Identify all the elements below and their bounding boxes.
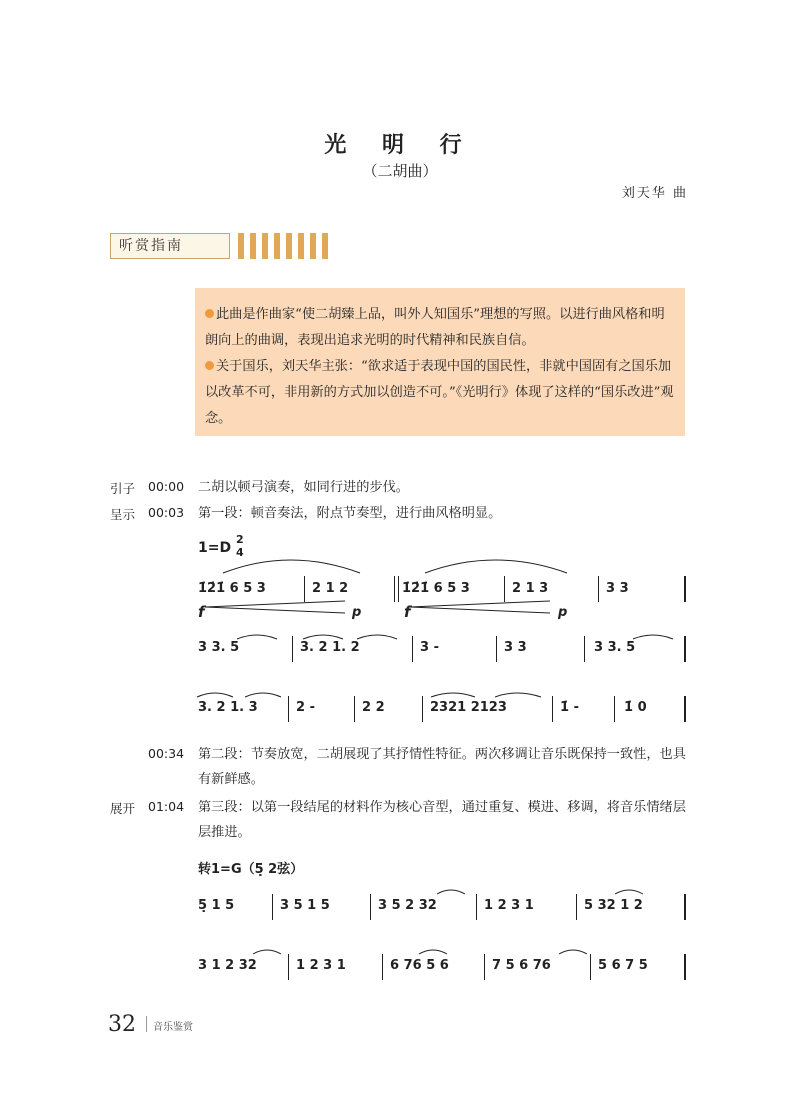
score2-row2-m1: 3 1 2 32	[198, 958, 257, 973]
barline	[422, 696, 423, 722]
page-title: 光 明 行	[324, 132, 476, 158]
section-time-development: 01:04	[148, 799, 185, 814]
score1-row1-m3: 1̇2̇1̇ 6 5 3	[402, 581, 470, 596]
barline	[496, 636, 497, 662]
section-time-intro: 00:00	[148, 479, 185, 494]
barline	[304, 576, 305, 602]
score2-key: 转1=G（5̣ 2弦）	[198, 862, 304, 877]
page-subtitle: （二胡曲）	[362, 162, 438, 180]
score1-row2-m4: 3 3	[504, 640, 527, 655]
score1-row3-m4: 2321 2123	[430, 700, 507, 715]
page-number: 32	[108, 1012, 136, 1037]
score1-row1-m1: 1̇2̇1̇ 6 5 3	[198, 581, 266, 596]
dynamic-forte-2: f	[404, 603, 411, 621]
section-time-exposition: 00:03	[148, 505, 185, 520]
barline	[394, 576, 395, 602]
barline	[476, 894, 477, 920]
barline	[354, 696, 355, 722]
barline	[484, 954, 485, 980]
score2-row1-m4: 1 2 3 1	[484, 898, 534, 913]
barline	[684, 894, 686, 920]
section-desc-development: 第三段：以第一段结尾的材料作为核心音型，通过重复、模进、移调，将音乐情绪层层推进。	[198, 800, 686, 840]
score2-row2-m4: 7 5 6 76	[492, 958, 551, 973]
score2-row1-m5: 5 32 1 2	[584, 898, 643, 913]
section-label-development: 展开	[110, 801, 136, 816]
score2-row2-m3: 6 76 5 6	[390, 958, 449, 973]
score1-row3-m6: 1̇ 0	[624, 700, 647, 715]
barline	[370, 894, 371, 920]
barline	[684, 954, 686, 980]
barline	[412, 636, 413, 662]
listening-guide-box	[195, 288, 685, 436]
barline	[598, 576, 599, 602]
score1-row1-m4: 2 1 3	[512, 581, 549, 596]
guide-bullet-2: 关于国乐，刘天华主张：“欲求适于表现中国的国民性，非就中国固有之国乐加以改革不可，非用新的方式加以创造不可。”《光明行》体现了这样的“国乐改进”观念。	[205, 359, 674, 426]
barline	[288, 954, 289, 980]
score1-row1-m5: 3 3	[606, 581, 629, 596]
dynamic-forte-1: f	[198, 603, 205, 621]
score1-time-bottom: 4	[236, 546, 244, 559]
score1-row3-m5: 1̇ -	[560, 700, 579, 715]
score1-row3-m1: 3. 2 1. 3	[198, 700, 258, 715]
barline	[590, 954, 591, 980]
section-label-intro: 引子	[110, 481, 136, 496]
section-desc-second: 第二段：节奏放宽，二胡展现了其抒情性特征。两次移调让音乐既保持一致性，也具有新鲜感。	[198, 747, 686, 787]
section-label-exposition: 呈示	[110, 507, 136, 522]
score2-row1-m2: 3 5 1 5	[280, 898, 330, 913]
footer-divider	[146, 1016, 147, 1032]
guide-bullet-1: 此曲是作曲家“使二胡臻上品，叫外人知国乐”理想的写照。以进行曲风格和明朗向上的曲调，表现出追求光明的时代精神和民族自信。	[205, 307, 665, 348]
bullet-icon	[205, 309, 214, 318]
score1-row2-m5: 3 3. 5	[594, 640, 636, 655]
score1-key: 1=D	[198, 540, 232, 556]
dynamic-piano-2: p	[558, 605, 568, 620]
score2-row1-m3: 3 5 2 32	[378, 898, 437, 913]
barline	[398, 576, 399, 602]
score2-row1-m1: 5̣ 1 5	[198, 898, 235, 913]
barline	[684, 576, 686, 602]
score1-row3-m2: 2 -	[296, 700, 315, 715]
section-desc-exposition: 第一段：顿音奏法，附点节奏型，进行曲风格明显。	[198, 506, 502, 521]
barline	[504, 576, 505, 602]
barline	[272, 894, 273, 920]
barline	[292, 636, 293, 662]
book-title: 音乐鉴赏	[153, 1022, 193, 1033]
barline	[584, 636, 585, 662]
listening-guide-label: 听赏指南	[110, 233, 230, 259]
bullet-icon	[205, 361, 214, 370]
barline	[684, 636, 686, 662]
score1-row2-m2: 3. 2 1. 2	[300, 640, 360, 655]
score1-time-top: 2	[236, 533, 244, 546]
score1-row1-m2: 2 1 2	[312, 581, 349, 596]
dynamic-piano-1: p	[352, 605, 362, 620]
section-desc-intro: 二胡以顿弓演奏，如同行进的步伐。	[198, 480, 409, 495]
barline	[288, 696, 289, 722]
score1-row3-m3: 2 2	[362, 700, 385, 715]
score1-row2-m1: 3 3. 5	[198, 640, 240, 655]
barline	[684, 696, 686, 722]
score2-row2-m5: 5 6 7 5	[598, 958, 648, 973]
score2-row2-m2: 1 2 3 1	[296, 958, 346, 973]
score1-row2-m3: 3 -	[420, 640, 439, 655]
barline	[614, 696, 615, 722]
barline	[552, 696, 553, 722]
composer-credit: 刘天华 曲	[621, 186, 688, 201]
barline	[382, 954, 383, 980]
barline	[576, 894, 577, 920]
section-time-second: 00:34	[148, 746, 185, 761]
decorative-stripes	[232, 233, 332, 259]
